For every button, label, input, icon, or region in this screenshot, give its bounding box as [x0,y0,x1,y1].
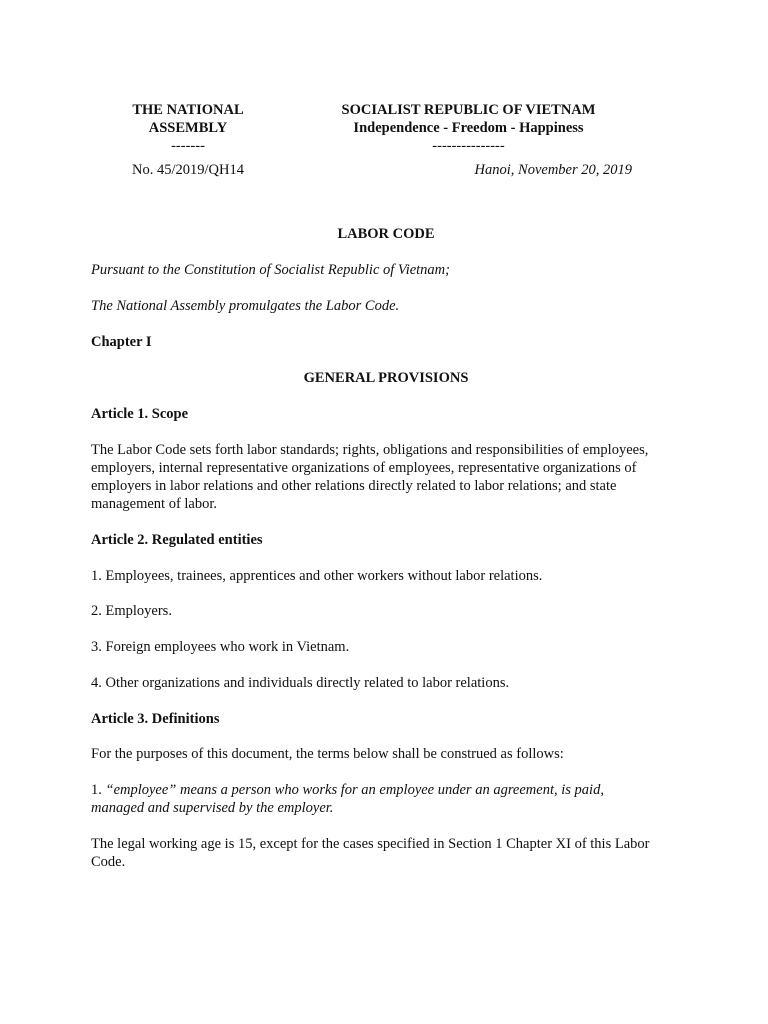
national-motto-block [316,101,621,155]
definition-number: 1. [91,782,106,798]
working-age-line: Code. [91,854,126,870]
article-2-item: 4. Other organizations and individuals directly related to labor relations. [91,675,510,691]
article-1-line: The Labor Code sets forth labor standards; rights, obligations and responsibilities of employees, [91,442,649,458]
definition-1 [91,781,681,817]
preamble-line-2: The National Assembly promulgates the Labor Code. [91,298,400,314]
article-1-line: employers in labor relations and other relations directly related to labor relations; and state [91,478,617,494]
article-2-heading: Article 2. Regulated entities [91,532,263,548]
national-motto: Independence - Freedom - Happiness [353,120,584,136]
article-3-heading: Article 3. Definitions [91,711,220,727]
document-number: No. 45/2019/QH14 [132,162,244,178]
issuer-line1: THE NATIONAL [132,102,244,118]
article-2-item: 1. Employees, trainees, apprentices and other workers without labor relations. [91,568,543,584]
issuer-block [118,101,258,155]
article-1-text [91,441,681,513]
article-1-line: management of labor. [91,496,218,512]
article-3-intro: For the purposes of this document, the terms below shall be construed as follows: [91,746,564,762]
definition-text-cont: managed and supervised by the employer. [91,800,334,816]
article-1-line: employers, internal representative organizations of employees, representative organizations of [91,460,637,476]
document-date: Hanoi, November 20, 2019 [474,162,632,178]
definition-text: “employee” means a person who works for an employee under an agreement, is paid, [105,782,604,798]
issuer-line2: ASSEMBLY [148,120,228,136]
article-2-item: 2. Employers. [91,603,172,619]
chapter-title: GENERAL PROVISIONS [303,370,469,386]
issuer-divider: ------- [171,138,205,154]
working-age-paragraph [91,835,681,871]
working-age-line: The legal working age is 15, except for the cases specified in Section 1 Chapter XI of this Labor [91,836,650,852]
article-2-item: 3. Foreign employees who work in Vietnam. [91,639,350,655]
article-1-heading: Article 1. Scope [91,406,189,422]
chapter-heading: Chapter I [91,334,152,350]
motto-divider: --------------- [432,138,505,154]
preamble-line-1: Pursuant to the Constitution of Socialist Republic of Vietnam; [91,262,450,278]
document-title: LABOR CODE [337,226,435,242]
country-name: SOCIALIST REPUBLIC OF VIETNAM [341,102,596,118]
